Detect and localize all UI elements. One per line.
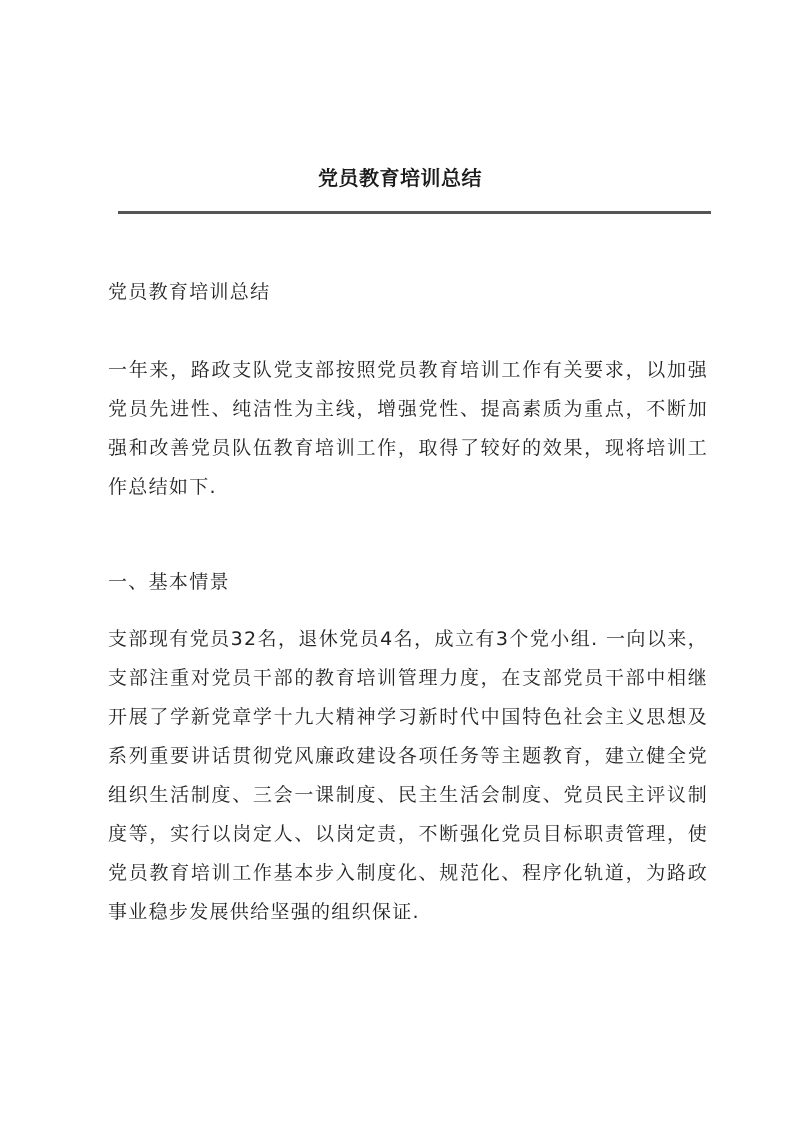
section-heading-basic-situation: 一、基本情景 bbox=[108, 571, 230, 593]
document-title: 党员教育培训总结 bbox=[318, 166, 482, 190]
basic-situation-paragraph: 支部现有党员32名，退休党员4名，成立有3个党小组. 一向以来，支部注重对党员干部的教育培训管理力度，在支部党员干部中相继开展了学新党章学十九大精神学习新时代中国特色社会主义思想及系列重要讲话贯彻党风廉政建设各项任务等主题教育，建立健全党组织生活制度、三会一课制度、民主生活会制度、党员民主评议制度等，实行以岗定人、以岗定责，不断强化党员目标职责管理，使党员教育培训工作基本步入制度化、规范化、程序化轨道，为路政事业稳步发展供给坚强的组织保证. bbox=[108, 628, 708, 923]
title-divider bbox=[118, 211, 711, 214]
document-subtitle: 党员教育培训总结 bbox=[108, 281, 271, 303]
intro-paragraph: 一年来，路政支队党支部按照党员教育培训工作有关要求，以加强党员先进性、纯洁性为主线，增强党性、提高素质为重点，不断加强和改善党员队伍教育培训工作，取得了较好的效果，现将培训工作总结如下. bbox=[108, 359, 708, 498]
